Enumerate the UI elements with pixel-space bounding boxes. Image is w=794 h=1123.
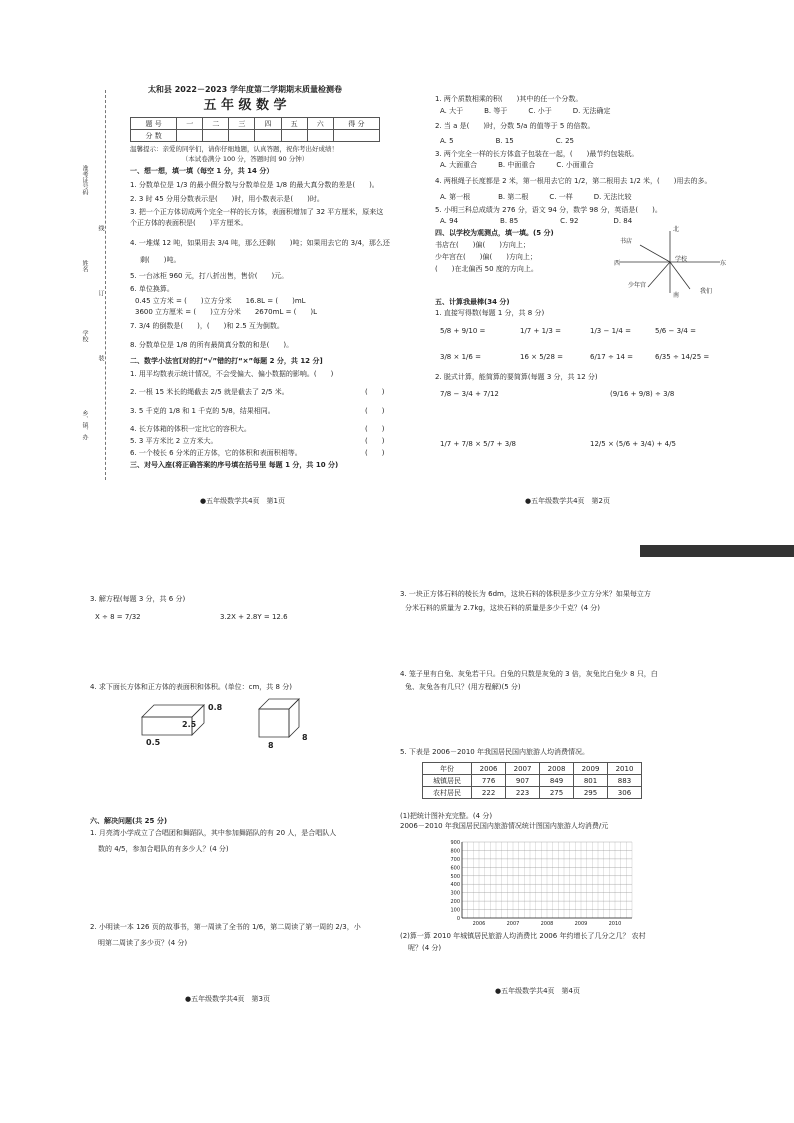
score-cell: 六 <box>307 118 333 130</box>
cube-edge: 8 <box>268 741 274 750</box>
s3-options: A. 5 B. 15 C. 25 <box>440 137 574 145</box>
section-3-title: 三、对号入座(将正确答案的序号填在括号里 每题 1 分，共 10 分) <box>130 461 339 469</box>
compass-youth: 少年宫 <box>628 282 647 289</box>
compass-school: 学校 <box>675 256 688 263</box>
table-cell: 222 <box>472 787 506 799</box>
s3-item: 3. 两个完全一样的长方体盒子包装在一起，( )最节约包装纸。 <box>435 150 639 158</box>
binding-label: 准考证号码 <box>81 165 88 195</box>
binding-label: 线 <box>97 225 104 231</box>
score-table <box>130 117 380 142</box>
table-header-row <box>423 763 642 775</box>
calc-item: 6/35 ÷ 14/25 = <box>655 353 710 361</box>
score-input[interactable] <box>333 130 379 142</box>
table-row <box>423 775 642 787</box>
cuboid-depth: 0.5 <box>146 738 161 747</box>
s5-sub1: 1. 直接写得数(每题 1 分，共 8 分) <box>435 309 545 317</box>
x-tick-label: 2007 <box>506 921 520 927</box>
sheet-3 <box>90 595 400 1015</box>
y-tick-label: 400 <box>450 882 460 889</box>
s1-item-2: 2. 3 时 45 分用分数表示是( )时，用小数表示是( )时。 <box>130 195 324 203</box>
x-tick-label: 2009 <box>574 921 588 927</box>
sheet-2 <box>430 95 730 515</box>
q5b-line: (2)算一算 2010 年城镇居民旅游人均消费比 2006 年约增长了几分之几？ 农村 <box>400 932 646 940</box>
table-cell: 农村居民 <box>423 787 472 799</box>
compass-east: 东 <box>720 260 727 267</box>
q1-line1: 1. 月亮湾小学成立了合唱团和舞蹈队，其中参加舞蹈队的有 20 人，是合唱队人 <box>90 829 337 837</box>
y-tick-label: 600 <box>450 865 460 872</box>
score-cell: 二 <box>203 118 229 130</box>
page-footer: ●五年级数学共4页 第1页 <box>200 497 286 505</box>
q3-line2: 分米石料的质量为 2.7kg，这块石料的质量是多少千克？(4 分) <box>405 604 600 612</box>
s1-item-7: 7. 3/4 的倒数是( )，( )和 2.5 互为倒数。 <box>130 322 284 330</box>
table-cell: 776 <box>472 775 506 787</box>
s1-item-3: 3. 把一个正方体切成两个完全一样的长方体，表面积增加了 32 平方厘米，原来这 <box>130 208 384 216</box>
s1-item-3b: 个正方体的表面积是( )平方厘米。 <box>130 219 248 227</box>
s4-item: 少年宫在( )偏( )方向上； <box>435 253 537 261</box>
table-cell: 306 <box>607 787 641 799</box>
score-input[interactable] <box>281 130 307 142</box>
x-tick-label: 2006 <box>472 921 486 927</box>
binding-label: 学校 <box>81 330 88 342</box>
y-tick-label: 200 <box>450 899 460 906</box>
q4-line2: 兔、灰兔各有几只？(用方程解)(5 分) <box>405 683 521 691</box>
calc-item: 6/17 ÷ 14 = <box>590 353 634 361</box>
s3-options: A. 大面重合 B. 中面重合 C. 小面重合 <box>440 161 594 169</box>
x-tick-label: 2008 <box>540 921 554 927</box>
cuboid-height: 0.8 <box>208 703 223 712</box>
calc-item: 16 × 5/28 = <box>520 353 564 361</box>
calc-item: 5/6 − 3/4 = <box>655 327 696 335</box>
eq-title: 3. 解方程(每题 3 分，共 6 分) <box>90 595 186 603</box>
line-chart[interactable] <box>440 838 640 928</box>
section-1-title: 一、想一想，填一填（每空 1 分，共 14 分） <box>130 167 274 175</box>
score-input[interactable] <box>307 130 333 142</box>
s2-item-4: 4. 长方体箱的体积一定比它的容积大。 <box>130 425 251 433</box>
s2-item-5: 5. 3 平方米比 2 立方米大。 <box>130 437 218 445</box>
table-cell: 城镇居民 <box>423 775 472 787</box>
compass-west: 西 <box>614 260 621 267</box>
exam-title: 太和县 2022－2023 学年度第二学期期末质量检测卷 <box>147 85 343 94</box>
cube-figure <box>255 695 305 741</box>
score-cell: 得 分 <box>333 118 379 130</box>
score-cell: 五 <box>281 118 307 130</box>
page-footer: ●五年级数学共4页 第4页 <box>495 987 581 995</box>
score-input[interactable] <box>255 130 281 142</box>
judge-paren[interactable]: ( ) <box>365 425 385 433</box>
score-cell: 四 <box>255 118 281 130</box>
s1-item-6a: 0.45 立方米 = ( )立方分米 16.8L = ( )mL <box>135 297 306 305</box>
q5c-line: 呢？(4 分) <box>408 944 442 952</box>
equation-2: 3.2X + 2.8Y = 12.6 <box>220 613 288 621</box>
y-tick-label: 900 <box>450 840 460 846</box>
score-input[interactable] <box>203 130 229 142</box>
x-tick-label: 2010 <box>608 921 622 927</box>
cuboid-figure <box>138 697 213 742</box>
table-cell: 223 <box>506 787 540 799</box>
q4-line1: 4. 笼子里有白兔、灰兔若干只。白兔的只数是灰兔的 3 倍，灰兔比白兔少 8 只，白 <box>400 670 658 678</box>
exam-subject: 五 年 级 数 学 <box>203 98 287 113</box>
s2-item-3: 3. 5 千克的 1/8 和 1 千克的 5/8，结果相同。 <box>130 407 275 415</box>
s2-item-2: 2. 一根 15 米长的绳截去 2/5 就是截去了 2/5 米。 <box>130 388 289 396</box>
judge-paren[interactable]: ( ) <box>365 407 385 415</box>
y-tick-label: 800 <box>450 848 460 855</box>
chart-title: 2006－2010 年我国居民国内旅游情况统计图国内旅游人均消费/元 <box>400 822 609 830</box>
compass-north: 北 <box>673 226 680 233</box>
page-footer: ●五年级数学共4页 第2页 <box>525 497 611 505</box>
calc-item: 1/3 − 1/4 = <box>590 327 631 335</box>
score-cell: 题 号 <box>131 118 177 130</box>
table-header: 2010 <box>607 763 641 775</box>
page-footer: ●五年级数学共4页 第3页 <box>185 995 271 1003</box>
binding-line <box>105 90 106 480</box>
s1-item-6b: 3600 立方厘米 = ( )立方分米 2670mL = ( )L <box>135 308 318 316</box>
s3-item: 1. 两个质数相乘的积( )其中的任一个分数。 <box>435 95 583 103</box>
table-row <box>423 787 642 799</box>
calc-item: 7/8 − 3/4 + 7/12 <box>440 390 499 398</box>
y-tick-label: 500 <box>450 873 460 880</box>
q3-line1: 3. 一块正方体石料的棱长为 6dm，这块石料的体积是多少立方分米？如果每立方 <box>400 590 651 598</box>
table-header: 2008 <box>540 763 574 775</box>
data-table <box>422 762 642 799</box>
s1-item-1: 1. 分数单位是 1/3 的最小假分数与分数单位是 1/8 的最大真分数的差是( )。 <box>130 181 379 189</box>
tip-subtext: （本试卷满分 100 分，答题时间 90 分钟） <box>181 155 309 163</box>
s1-item-5: 5. 一台冰柜 960 元，打八折出售，售价( )元。 <box>130 272 289 280</box>
section-4-title: 四、以学校为观测点，填一填。(5 分) <box>435 229 554 237</box>
table-cell: 801 <box>574 775 608 787</box>
table-cell: 907 <box>506 775 540 787</box>
table-header: 2009 <box>574 763 608 775</box>
judge-paren[interactable]: ( ) <box>365 449 385 457</box>
section-2-title: 二、数学小法官[对的打“√”错的打“×”每题 2 分，共 12 分] <box>130 357 323 365</box>
table-header: 2007 <box>506 763 540 775</box>
sheet-1 <box>95 85 395 520</box>
table-cell: 883 <box>607 775 641 787</box>
compass-home: 我们 <box>700 288 713 295</box>
score-cell: 一 <box>177 118 203 130</box>
calc-item: (9/16 + 9/8) ÷ 3/8 <box>610 390 675 398</box>
score-input[interactable] <box>229 130 255 142</box>
calc-item: 12/5 × (5/6 + 3/4) + 4/5 <box>590 440 676 448</box>
s1-item-4: 4. 一堆煤 12 吨，如果用去 3/4 吨，那么还剩( )吨；如果用去它的 3/4，那么还 <box>130 239 390 247</box>
binding-label: 装 <box>97 355 104 361</box>
y-tick-label: 300 <box>450 890 460 897</box>
cuboid-width: 2.5 <box>182 720 197 729</box>
tip-text: 温馨提示：亲爱的同学们，请你仔细地题，认真答题，祝你考出好成绩！ <box>130 145 338 153</box>
s3-options: A. 94 B. 85 C. 92 D. 84 <box>440 217 633 225</box>
equation-1: X ÷ 8 = 7/32 <box>95 613 141 621</box>
s3-item: 5. 小明三科总成绩为 276 分，语文 94 分，数学 98 分，英语是( )。 <box>435 206 662 214</box>
y-tick-label: 100 <box>450 907 460 914</box>
s4-item: 书店在( )偏( )方向上； <box>435 241 530 249</box>
section-6-title: 六、解决问题(共 25 分) <box>90 817 168 825</box>
table-cell: 275 <box>540 787 574 799</box>
y-tick-label: 700 <box>450 856 460 863</box>
s3-options: A. 大于 B. 等于 C. 小于 D. 无法确定 <box>440 107 611 115</box>
s3-item: 2. 当 a 是( )时，分数 5/a 的值等于 5 的倍数。 <box>435 122 595 130</box>
s4-item: ( )在北偏西 50 度的方向上。 <box>435 265 538 273</box>
table-cell: 295 <box>574 787 608 799</box>
calc-item: 1/7 + 7/8 × 5/7 + 3/8 <box>440 440 517 448</box>
calc-item: 3/8 × 1/6 = <box>440 353 481 361</box>
s2-item-6: 6. 一个棱长 6 分米的正方体，它的体积和表面积相等。 <box>130 449 302 457</box>
compass-shop: 书店 <box>620 238 633 245</box>
y-tick-label: 0 <box>456 916 460 922</box>
calc-item: 1/7 + 1/3 = <box>520 327 561 335</box>
s3-item: 4. 两根绳子长度都是 2 米，第一根用去它的 1/2，第二根用去 1/2 米，( )用去的多。 <box>435 177 712 185</box>
cube-edge: 8 <box>302 733 308 742</box>
binding-label: 乡、镇、办 <box>81 410 88 440</box>
judge-paren[interactable]: ( ) <box>365 388 385 396</box>
section-5-title: 五、计算我最棒(34 分) <box>435 298 510 306</box>
s1-item-6: 6. 单位换算。 <box>130 285 174 293</box>
score-input[interactable] <box>177 130 203 142</box>
q1-line2: 数的 4/5，参加合唱队的有多少人？(4 分) <box>98 845 229 853</box>
s1-item-4b: 剩( )吨。 <box>140 256 181 264</box>
s3-options: A. 第一根 B. 第二根 C. 一样 D. 无法比较 <box>440 193 632 201</box>
judge-paren[interactable]: ( ) <box>365 437 385 445</box>
binding-label: 订 <box>97 290 104 296</box>
scan-artifact <box>640 545 794 557</box>
q4-title: 4. 求下面长方体和正方体的表面积和体积。(单位：cm，共 8 分) <box>90 683 292 691</box>
sheet-4 <box>400 590 710 1010</box>
table-header: 2006 <box>472 763 506 775</box>
q5-line: 5. 下表是 2006－2010 年我国居民国内旅游人均消费情况。 <box>400 748 589 756</box>
s2-item-1: 1. 用平均数表示统计情况，不会受偏大、偏小数据的影响。( ) <box>130 370 334 378</box>
score-cell: 三 <box>229 118 255 130</box>
table-header: 年份 <box>423 763 472 775</box>
q2-line2: 明第二周读了多少页？(4 分) <box>98 939 188 947</box>
q5a-line: (1)把统计图补充完整。(4 分) <box>400 812 493 820</box>
s1-item-8: 8. 分数单位是 1/8 的所有最简真分数的和是( )。 <box>130 341 294 349</box>
binding-label: 姓名 <box>81 260 88 272</box>
calc-item: 5/8 + 9/10 = <box>440 327 486 335</box>
table-cell: 849 <box>540 775 574 787</box>
q2-line1: 2. 小明读一本 126 页的故事书，第一周读了全书的 1/6，第二周读了第一周的 2/3，小 <box>90 923 361 931</box>
score-cell: 分 数 <box>131 130 177 142</box>
compass-south: 南 <box>673 292 680 299</box>
s5-sub2: 2. 脱式计算，能简算的要简算(每题 3 分，共 12 分) <box>435 373 598 381</box>
